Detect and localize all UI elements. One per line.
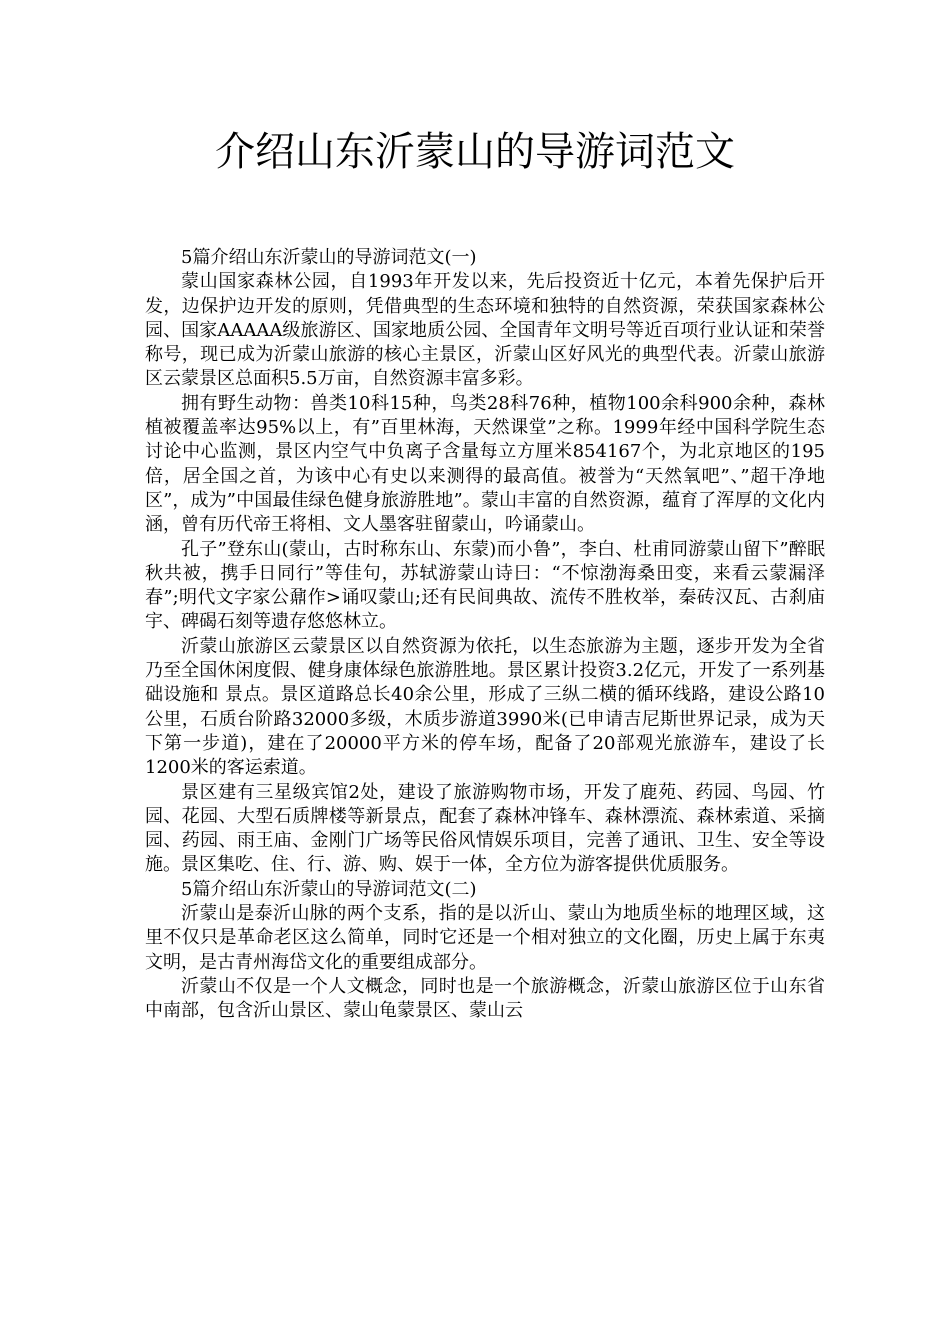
paragraph: 沂蒙山旅游区云蒙景区以自然资源为依托，以生态旅游为主题，逐步开发为全省乃至全国休闲度假、健身康体绿色旅游胜地。景区累计投资3.2亿元，开发了一系列基础设施和 景点。景区道路总长40余公里，形成了三纵二横的循环线路，建设公路10公里，石质台阶路32000多级，木质步游道3990米(已申请吉尼斯世界记录，成为天下第一步道)，建在了20000平方米的停车场，配备了20部观光旅游车，建设了长1200米的客运索道。 — [145, 635, 825, 779]
section-heading: 5篇介绍山东沂蒙山的导游词范文(一) — [181, 247, 477, 268]
document-body — [145, 246, 825, 1024]
paragraph: 拥有野生动物：兽类10科15种，鸟类28科76种，植物100余科900余种，森林植被覆盖率达95%以上，有”百里林海，天然课堂”之称。1999年经中国科学院生态讨论中心监测，景区内空气中负离子含量每立方厘米854167个，为北京地区的195倍，居全国之首，为该中心有史以来测得的最高值。被誉为“天然氧吧”、”超干净地区”，成为”中国最佳绿色健身旅游胜地”。蒙山丰富的自然资源，蕴育了浑厚的文化内涵，曾有历代帝王将相、文人墨客驻留蒙山，吟诵蒙山。 — [145, 392, 825, 536]
paragraph: 沂蒙山不仅是一个人文概念，同时也是一个旅游概念，沂蒙山旅游区位于山东省中南部，包含沂山景区、蒙山龟蒙景区、蒙山云 — [145, 975, 825, 1022]
section-heading: 5篇介绍山东沂蒙山的导游词范文(二) — [181, 878, 477, 900]
paragraph: 沂蒙山是泰沂山脉的两个支系，指的是以沂山、蒙山为地质坐标的地理区域，这里不仅只是革命老区这么简单，同时它还是一个相对独立的文化圈，历史上属于东夷文明，是古青州海岱文化的重要组成部分。 — [145, 903, 825, 973]
paragraph: 孔子”登东山(蒙山，古时称东山、东蒙)而小鲁”，李白、杜甫同游蒙山留下”醉眠秋共被，携手日同行”等佳句，苏轼游蒙山诗曰：“不惊渤海桑田变，来看云蒙漏泽春”;明代文字家公鼐作>诵叹蒙山;还有民间典故、流传不胜枚举，秦砖汉瓦、古刹庙宇、碑碣石刻等遗存悠悠林立。 — [145, 538, 825, 633]
document-title: 介绍山东沂蒙山的导游词范文 — [215, 129, 735, 175]
paragraph: 蒙山国家森林公园，自1993年开发以来，先后投资近十亿元，本着先保护后开发，边保护边开发的原则，凭借典型的生态环境和独特的自然资源，荣获国家森林公园、国家AAAAA级旅游区、国家地质公园、全国青年文明号等近百项行业认证和荣誉称号，现已成为沂蒙山旅游的核心主景区，沂蒙山区好风光的典型代表。沂蒙山旅游区云蒙景区总面积5.5万亩，自然资源丰富多彩。 — [145, 271, 825, 390]
paragraph: 景区建有三星级宾馆2处，建设了旅游购物市场，开发了鹿苑、药园、鸟园、竹园、花园、大型石质牌楼等新景点，配套了森林冲锋车、森林漂流、森林索道、采摘园、药园、雨王庙、金刚门广场等民俗风情娱乐项目，完善了通讯、卫生、安全等设施。景区集吃、住、行、游、购、娱于一体，全方位为游客提供优质服务。 — [145, 781, 825, 876]
